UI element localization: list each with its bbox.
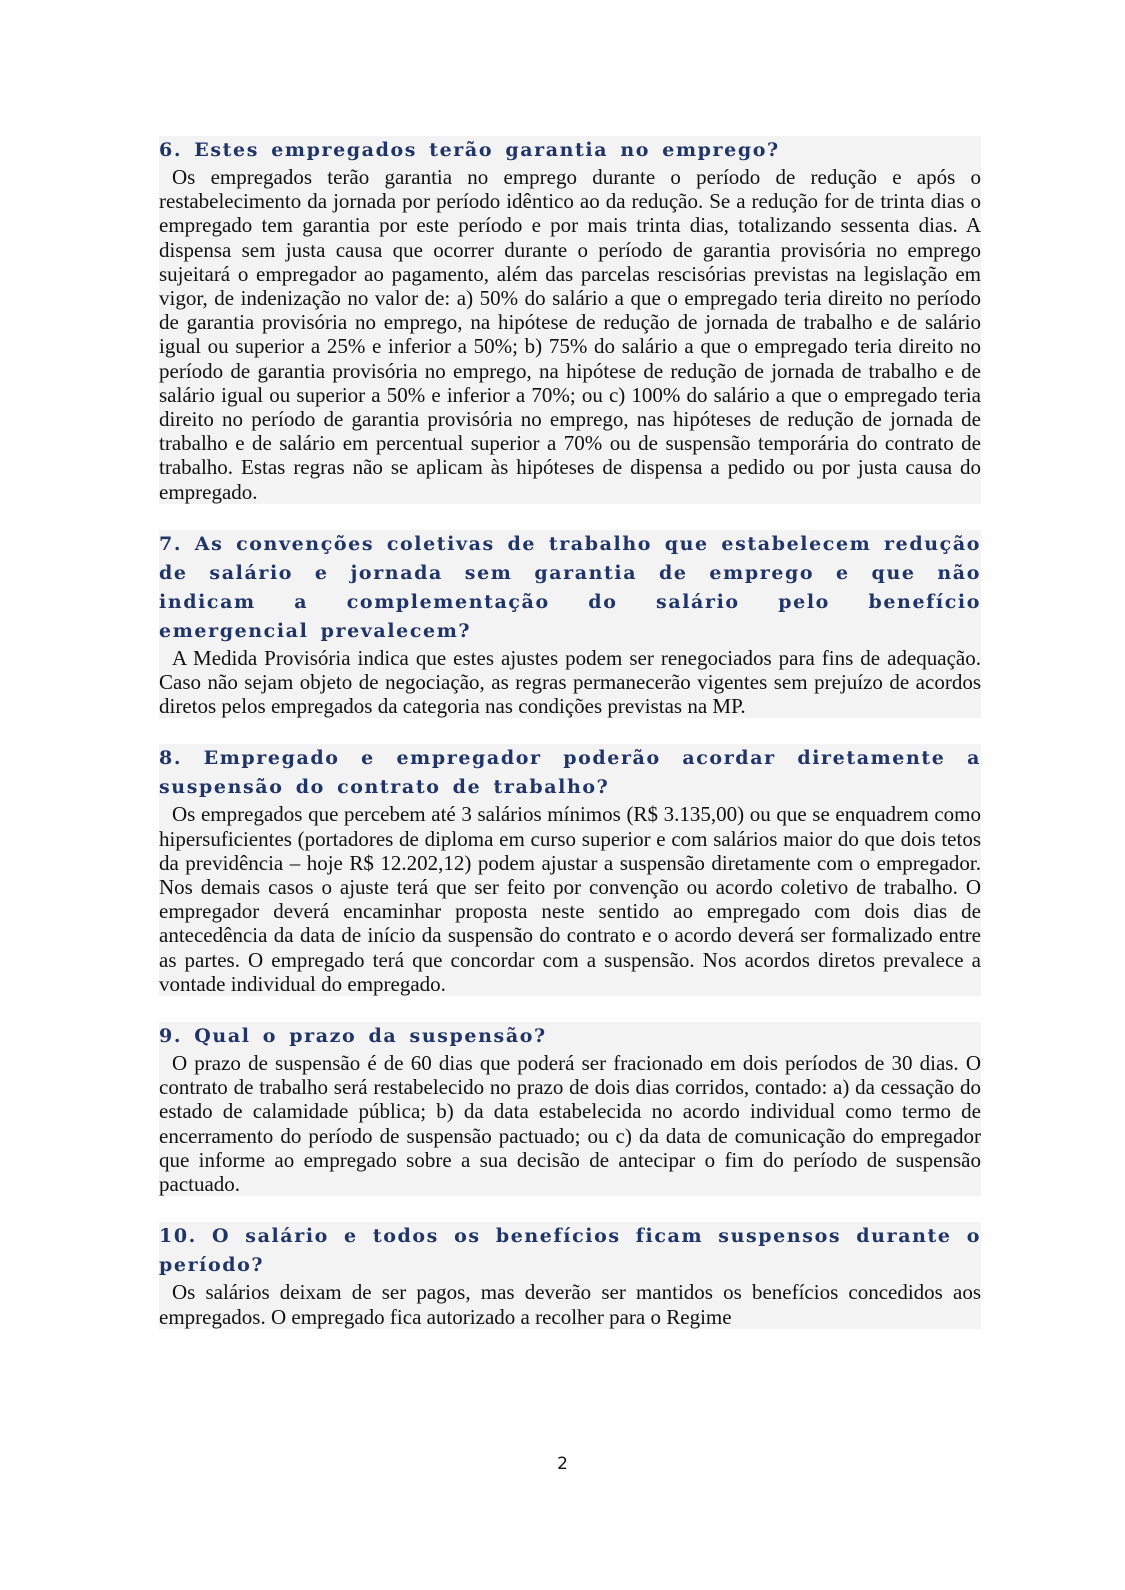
section-body: O prazo de suspensão é de 60 dias que poderá ser fracionado em dois períodos de 30 dias. O contrato de trabalho será restabelecido no prazo de dois dias corridos, contado: a) da cessação do estado de calamidade pública; b) da data estabelecida no acordo individual como termo de encerramento do período de suspensão pactuado; ou c) da data de comunicação do empregador que informe ao empregado sobre a sua decisão de antecipar o fim do período de suspensão pactuado. <box>159 1051 981 1197</box>
section-body: Os empregados que percebem até 3 salários mínimos (R$ 3.135,00) ou que se enquadrem como hipersuficientes (portadores de diploma em curso superior e com salários maior do que dois tetos da previdência – hoje R$ 12.202,12) podem ajustar a suspensão diretamente com o empregador. Nos demais casos o ajuste terá que ser feito por convenção ou acordo coletivo de trabalho. O empregador deverá encaminhar proposta neste sentido ao empregado com dois dias de antecedência da data de início da suspensão do contrato e o acordo deverá ser formalizado entre as partes. O empregado terá que concordar com a suspensão. Nos acordos diretos prevalece a vontade individual do empregado. <box>159 802 981 996</box>
page-number: 2 <box>557 1454 568 1474</box>
section-body: A Medida Provisória indica que estes ajustes podem ser renegociados para fins de adequação. Caso não sejam objeto de negociação, as regras permanecerão vigentes sem prejuízo de acordos diretos pelos empregados da categoria nas condições previstas na MP. <box>159 645 981 719</box>
section-10 <box>159 1222 981 1328</box>
section-body: Os salários deixam de ser pagos, mas deverão ser mantidos os benefícios concedidos aos empregados. O empregado fica autorizado a recolher para o Regime <box>159 1280 981 1329</box>
section-8 <box>159 744 981 996</box>
section-9 <box>159 1022 981 1196</box>
section-heading: 9. Qual o prazo da suspensão? <box>159 1022 981 1051</box>
section-heading: 7. As convenções coletivas de trabalho que estabelecem redução de salário e jornada sem garantia de emprego e que não indicam a complementação do salário pelo benefício emergencial prevalecem? <box>159 530 981 646</box>
section-heading: 6. Estes empregados terão garantia no emprego? <box>159 136 981 165</box>
section-heading: 8. Empregado e empregador poderão acordar diretamente a suspensão do contrato de trabalho? <box>159 744 981 802</box>
section-body: Os empregados terão garantia no emprego durante o período de redução e após o restabelecimento da jornada por período idêntico ao da redução. Se a redução for de trinta dias o empregado tem garantia por este período e por mais trinta dias, totalizando sessenta dias. A dispensa sem justa causa que ocorrer durante o período de garantia provisória no emprego sujeitará o empregador ao pagamento, além das parcelas rescisórias previstas na legislação em vigor, de indenização no valor de: a) 50% do salário a que o empregado teria direito no período de garantia provisória no emprego, na hipótese de redução de jornada de trabalho e de salário igual ou superior a 25% e inferior a 50%; b) 75% do salário a que o empregado teria direito no período de garantia provisória no emprego, na hipótese de redução de jornada de trabalho e de salário igual ou superior a 50% e inferior a 70%; ou c) 100% do salário a que o empregado teria direito no período de garantia provisória no emprego, nas hipóteses de redução de jornada de trabalho e de salário em percentual superior a 70% ou de suspensão temporária do contrato de trabalho. Estas regras não se aplicam às hipóteses de dispensa a pedido ou por justa causa do empregado. <box>159 165 981 504</box>
section-7 <box>159 530 981 719</box>
section-6 <box>159 136 981 504</box>
section-heading: 10. O salário e todos os benefícios ficam suspensos durante o período? <box>159 1222 981 1280</box>
page-content <box>159 136 981 1355</box>
